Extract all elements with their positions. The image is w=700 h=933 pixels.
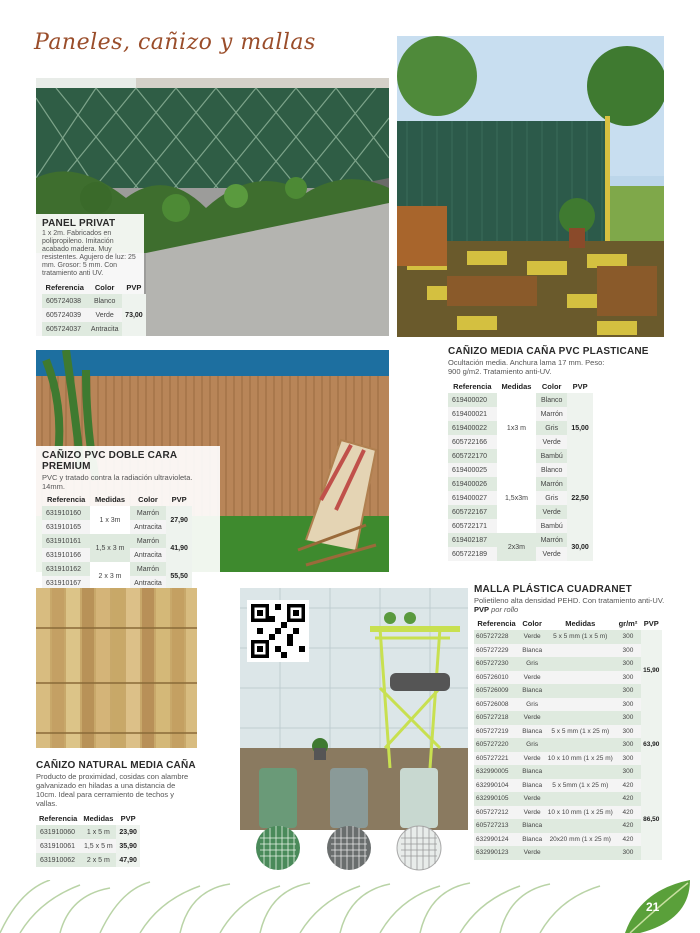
table-row: 605726010 Verde 300 [474, 671, 662, 685]
plasticane-desc: Ocultación media. Anchura lama 17 mm. Peso: 900 g/m2. Tratamiento anti-UV. [448, 358, 605, 376]
table-row: 605727220 Gris 300 [474, 738, 662, 752]
table-header: Medidas [83, 814, 114, 823]
table-header: Color [94, 283, 115, 292]
table-row: 619400021 Marrón [448, 407, 593, 421]
natural-table [36, 812, 140, 867]
table-row: 631910161 1,5 x 3 m Marrón 41,90 [42, 534, 192, 548]
price: 73,00 [122, 294, 146, 336]
table-header: Color [522, 619, 542, 628]
table-row: 605724038 Blanco 73,00 [42, 294, 146, 308]
table-row: 605726008 Gris 300 [474, 698, 662, 712]
table-row: 632990124 Blanca 20x20 mm (1 x 25 m) 420 [474, 833, 662, 847]
malla-pvp-note: PVP por rollo [474, 605, 519, 614]
table-row: 631910062 2 x 5 m 47,90 [36, 853, 140, 867]
plasticane-box [448, 346, 666, 561]
doble-cara-box [36, 446, 220, 587]
table-header: gr/m² [618, 619, 638, 628]
table-header: Color [138, 495, 158, 504]
page-number: 21 [646, 900, 660, 914]
table-header: Referencia [477, 619, 516, 628]
table-row: 605724039 Verde [42, 308, 146, 322]
plasticane-illustration [397, 36, 664, 337]
table-row: 619400026 Marrón [448, 477, 593, 491]
table-header: PVP [120, 814, 136, 823]
panel-privat-table [42, 281, 146, 336]
natural-box [36, 760, 236, 867]
grass-decoration [0, 880, 700, 933]
doble-cara-desc: PVC y tratado contra la radiación ultravioleta. 14mm. [42, 473, 193, 491]
table-row: 605727219 Blanca 5 x 5 mm (1 x 25 m) 300 [474, 725, 662, 739]
natural-illustration [36, 588, 197, 748]
price: 63,90 [641, 711, 662, 779]
page-title: Paneles, cañizo y mallas [34, 30, 316, 55]
table-row: 605724037 Antracita [42, 322, 146, 336]
natural-desc: Producto de proximidad, cosidas con alambre galvanizado en hiladas a una distancia de 10cm. Ideal para cerramiento de techos y vallas. [36, 772, 189, 808]
malla-title: MALLA PLÁSTICA CUADRANET [474, 584, 632, 595]
table-row: 605722189 Verde [448, 547, 593, 561]
table-row: 619400020 1x3 m Blanco 15,00 [448, 393, 593, 407]
table-row: 631910166 Antracita [42, 548, 192, 562]
table-row: 605727212 Verde 10 x 10 mm (1 x 25 m) 420 [474, 806, 662, 820]
price: 35,90 [116, 839, 140, 853]
table-row: 605727229 Blanca 300 [474, 644, 662, 658]
table-header: Medidas [95, 495, 126, 504]
price: 86,50 [641, 779, 662, 860]
table-row: 632990005 Blanca 300 [474, 765, 662, 779]
table-row: 605722167 Verde [448, 505, 593, 519]
table-row: 605722166 Verde [448, 435, 593, 449]
table-row: 619400025 1,5x3m Blanco 22,50 [448, 463, 593, 477]
qr-code-icon[interactable] [247, 600, 309, 662]
table-row: 632990123 Verde 300 [474, 846, 662, 860]
table-row: 619400022 Gris [448, 421, 593, 435]
table-row: 632990104 Blanca 5 x 5mm (1 x 25 m) 420 86,50 [474, 779, 662, 793]
table-header: Medidas [565, 619, 596, 628]
price: 23,90 [116, 825, 140, 839]
table-header: PVP [171, 495, 187, 504]
panel-privat-desc: 1 x 2m. Fabricados en polipropileno. Imitación acabado madera. Muy resistentes. Agujero de luz: 25 mm. Grosor: 5 mm. Con tratamiento anti UV. [42, 230, 136, 277]
malla-desc: Polietileno alta densidad PEHD. Con tratamiento anti-UV. [474, 596, 665, 605]
panel-privat-box [36, 214, 144, 336]
mesh-roll-white-icon [396, 768, 442, 872]
mesh-roll-green-icon [255, 768, 301, 872]
price: 15,90 [641, 630, 662, 711]
table-row: 605722170 Bambú [448, 449, 593, 463]
price: 41,90 [166, 534, 192, 562]
table-header: PVP [643, 619, 659, 628]
natural-photo [36, 588, 197, 748]
panel-privat-title: PANEL PRIVAT [42, 218, 116, 229]
table-header: Medidas [501, 382, 532, 391]
price: 55,50 [166, 562, 192, 590]
price: 30,00 [567, 533, 593, 561]
table-row: 631910167 Antracita [42, 576, 192, 590]
table-row: 605727213 Blanca 420 [474, 819, 662, 833]
price: 47,90 [116, 853, 140, 867]
table-header: PVP [126, 283, 142, 292]
table-row: 605727228 Verde 5 x 5 mm (1 x 5 m) 300 15,90 [474, 630, 662, 644]
table-row: 619402187 2x3m Marrón 30,00 [448, 533, 593, 547]
table-row: 605727230 Gris 300 [474, 657, 662, 671]
table-row: 631910061 1,5 x 5 m 35,90 [36, 839, 140, 853]
table-header: Referencia [453, 382, 492, 391]
table-row: 619400027 Gris [448, 491, 593, 505]
plasticane-table [448, 380, 593, 561]
table-header: Color [541, 382, 562, 391]
price: 22,50 [567, 463, 593, 533]
table-row: 631910162 2 x 3 m Marrón 55,50 [42, 562, 192, 576]
natural-title: CAÑIZO NATURAL MEDIA CAÑA [36, 760, 196, 771]
malla-table [474, 617, 662, 860]
table-row: 605727218 Verde 300 63,90 [474, 711, 662, 725]
price: 27,90 [166, 506, 192, 534]
price: 15,00 [567, 393, 593, 463]
table-row: 631910160 1 x 3m Marrón 27,90 [42, 506, 192, 520]
doble-cara-table [42, 493, 192, 590]
table-header: Referencia [45, 283, 84, 292]
table-header: Referencia [47, 495, 86, 504]
table-row: 632990105 Verde 420 [474, 792, 662, 806]
table-row: 605727221 Verde 10 x 10 mm (1 x 25 m) 300 [474, 752, 662, 766]
malla-box [474, 584, 666, 860]
plasticane-title: CAÑIZO MEDIA CAÑA PVC PLASTICANE [448, 346, 649, 357]
table-row: 605722171 Bambú [448, 519, 593, 533]
plasticane-photo [397, 36, 664, 337]
table-header: Referencia [39, 814, 78, 823]
table-row: 631910165 Antracita [42, 520, 192, 534]
table-header: PVP [572, 382, 588, 391]
doble-cara-title: CAÑIZO PVC DOBLE CARA PREMIUM [42, 450, 177, 472]
table-row: 605726009 Blanca 300 [474, 684, 662, 698]
table-row: 631910060 1 x 5 m 23,90 [36, 825, 140, 839]
mesh-roll-grey-icon [326, 768, 372, 872]
